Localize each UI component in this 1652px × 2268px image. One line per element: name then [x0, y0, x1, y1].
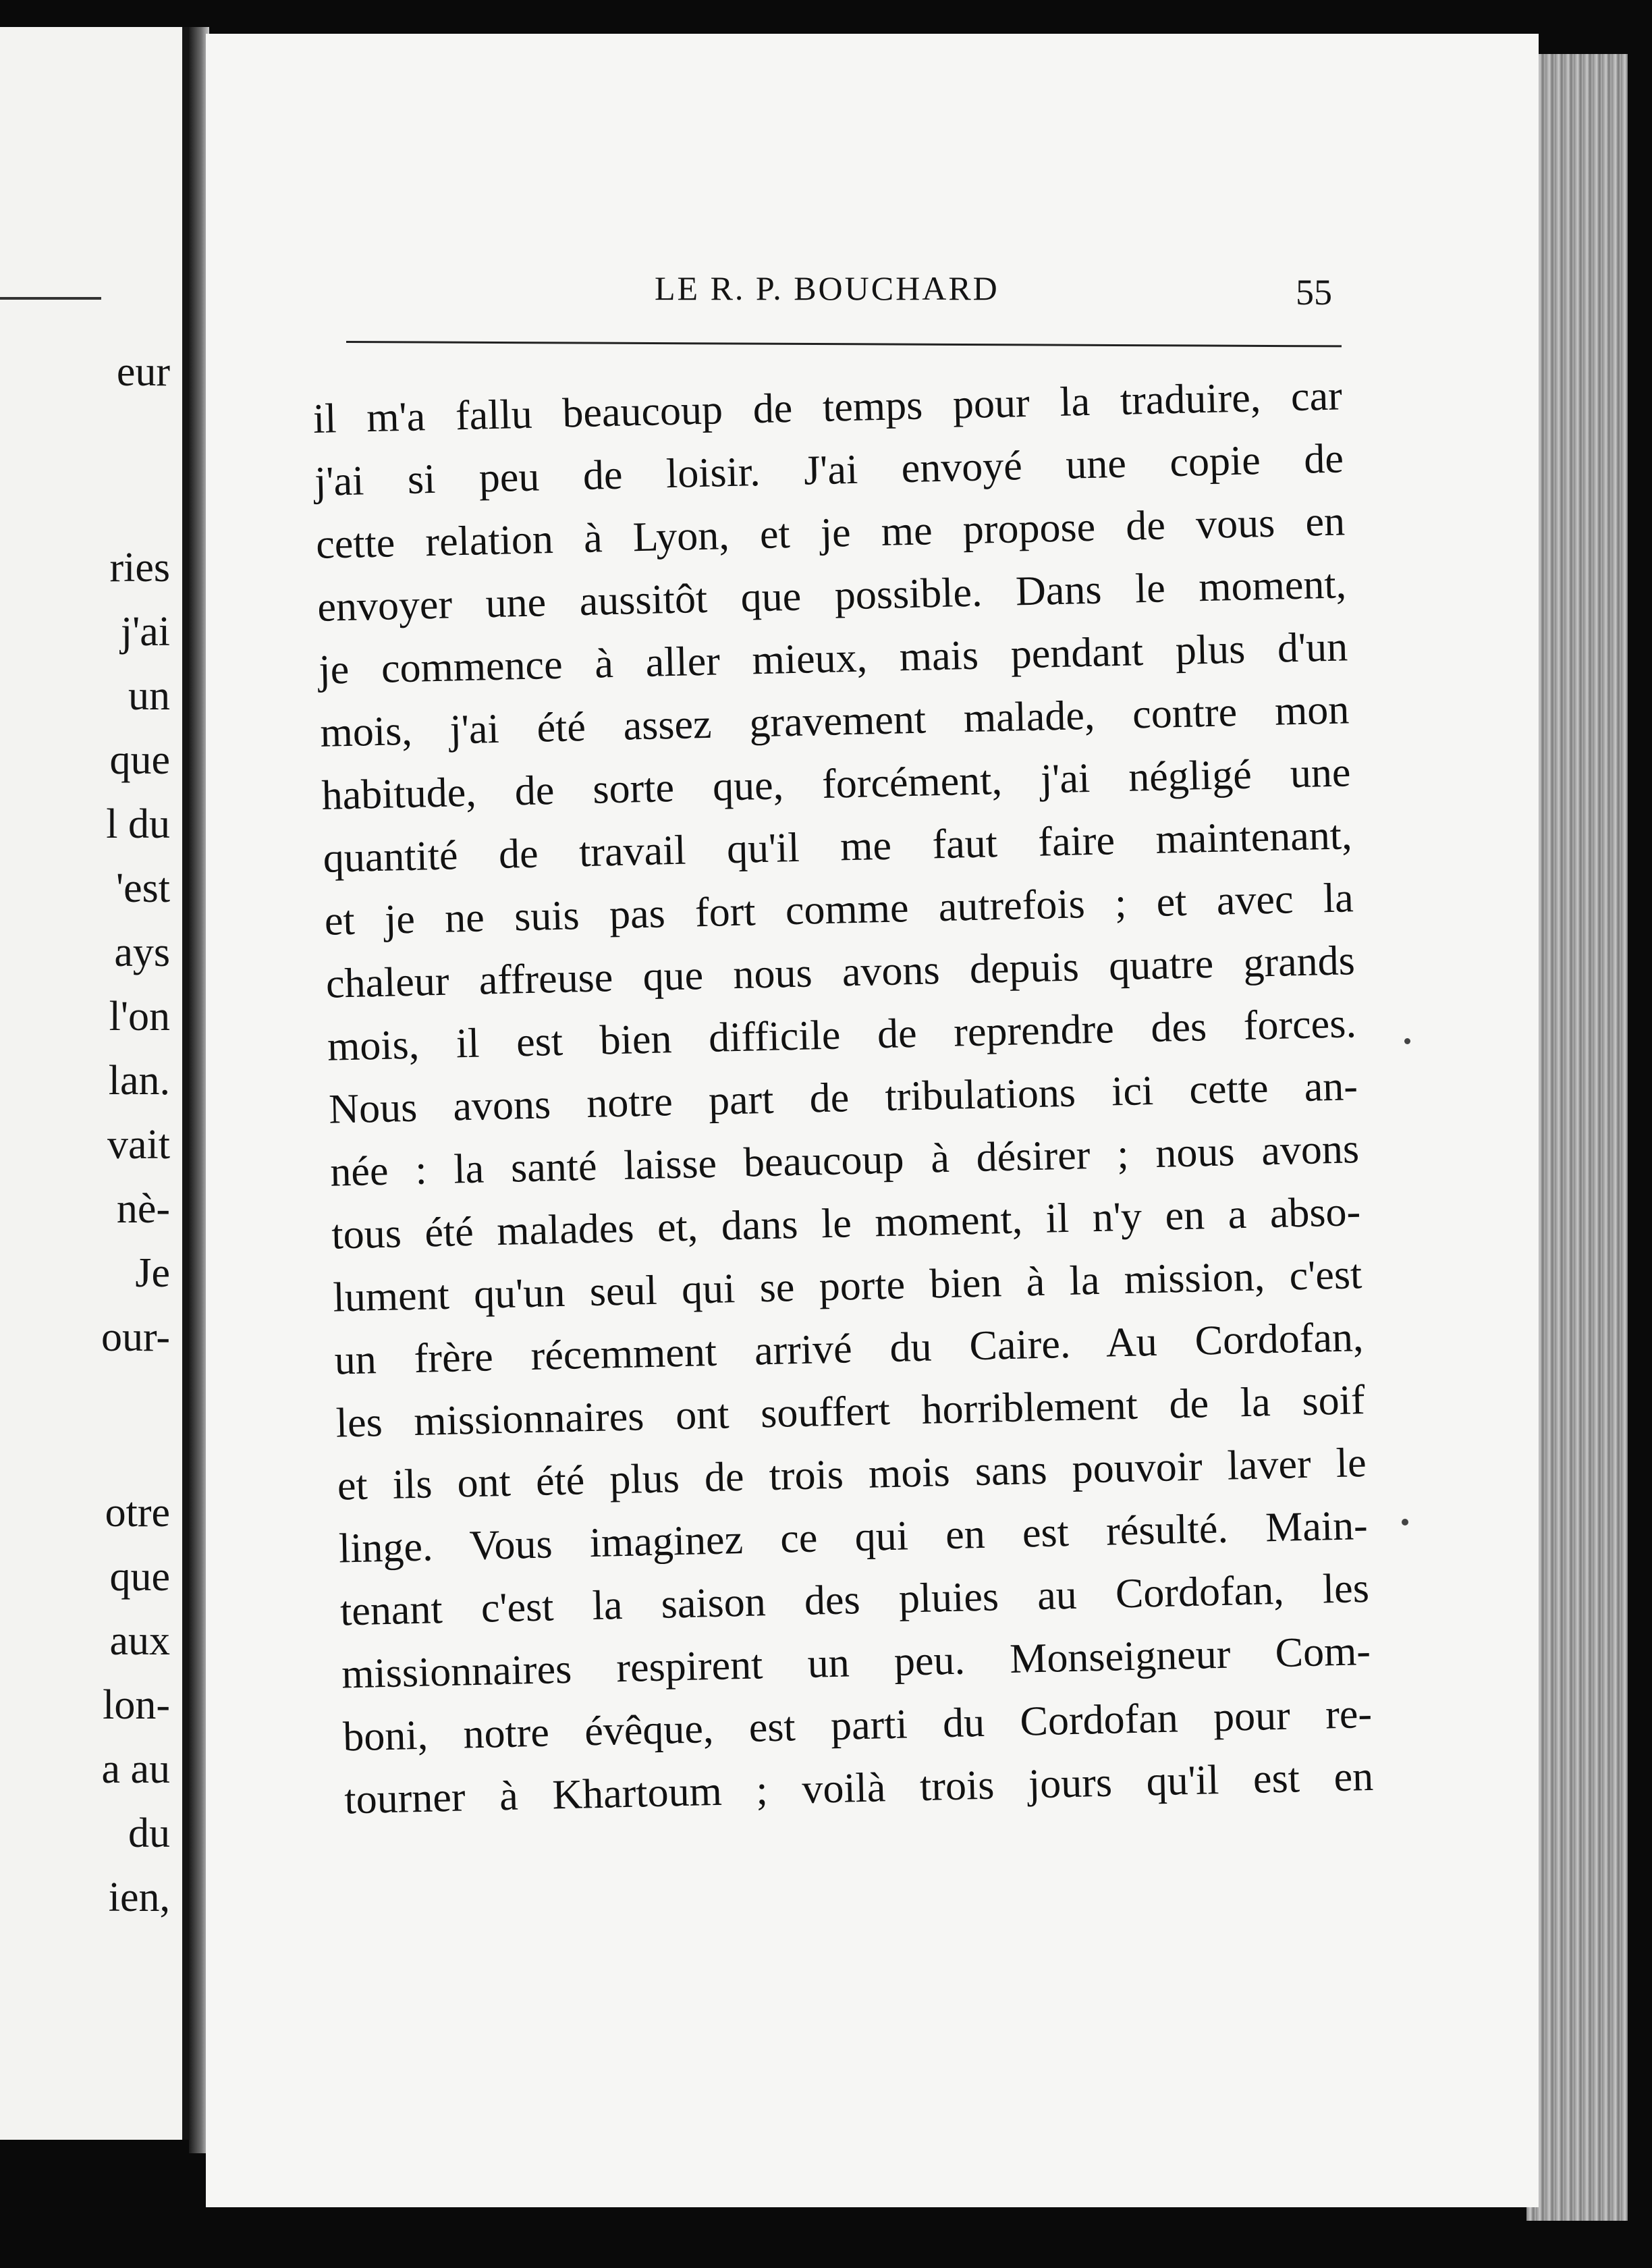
- text-line: j'ai si peu de loisir. J'ai envoyé une copie de: [314, 435, 1344, 505]
- text-line: linge. Vous imaginez ce qui en est résulté. Main-: [338, 1502, 1369, 1572]
- scan-speck: [1402, 1519, 1408, 1526]
- left-page-line: du: [128, 1810, 170, 1856]
- page-edges: [1526, 54, 1628, 2221]
- left-page-line: our-: [101, 1314, 170, 1360]
- left-page-line: l'on: [109, 994, 170, 1040]
- text-line: je commence à aller mieux, mais pendant plus d'un: [318, 624, 1348, 693]
- text-line: et ils ont été plus de trois mois sans pouvoir laver le: [337, 1439, 1367, 1509]
- text-line: un frère récemment arrivé du Caire. Au Cordofan,: [333, 1314, 1365, 1384]
- left-page-rule: [0, 297, 101, 300]
- left-page-line: aux: [109, 1618, 170, 1664]
- left-page-line: eur: [116, 349, 170, 395]
- left-page-line: Je: [135, 1250, 170, 1296]
- left-page-line: a au: [101, 1746, 170, 1792]
- text-line: tenant c'est la saison des pluies au Cordofan, les: [339, 1565, 1370, 1635]
- text-line: chaleur affreuse que nous avons depuis quatre grands: [325, 938, 1356, 1007]
- left-page-line: lan.: [108, 1058, 170, 1104]
- text-line: Nous avons notre part de tribulations ici cette an-: [328, 1063, 1358, 1133]
- text-line: née : la santé laisse beaucoup à désirer ; nous avons: [329, 1126, 1360, 1195]
- left-page-line: ays: [114, 929, 170, 975]
- text-line: boni, notre évêque, est parti du Cordofan pour re-: [342, 1690, 1373, 1760]
- left-facing-page: [0, 27, 189, 2140]
- left-page-line: j'ai: [120, 609, 170, 655]
- text-line: mois, j'ai été assez gravement malade, contre mon: [319, 686, 1350, 756]
- body-text: [312, 364, 1374, 1831]
- text-line: il m'a fallu beaucoup de temps pour la traduire, car: [312, 373, 1343, 442]
- text-line: lument qu'un seul qui se porte bien à la mission, c'est: [332, 1251, 1362, 1321]
- page-number: 55: [1296, 272, 1332, 313]
- text-line: mois, il est bien difficile de reprendre des forces.: [327, 1000, 1357, 1070]
- text-line: les missionnaires ont souffert horriblement de la soif: [335, 1377, 1366, 1447]
- text-line: missionnaires respirent un peu. Monseigneur Com-: [341, 1627, 1371, 1698]
- text-line: tous été malades et, dans le moment, il n'y en a abso-: [331, 1189, 1361, 1258]
- left-page-line: vait: [107, 1122, 170, 1168]
- left-page-line: que: [109, 737, 170, 783]
- left-page-line: otre: [105, 1490, 170, 1536]
- scan-speck: [1404, 1038, 1410, 1044]
- running-head: LE R. P. BOUCHARD: [655, 269, 999, 307]
- left-page-line: un: [128, 673, 170, 719]
- left-page-line: ien,: [108, 1874, 170, 1920]
- left-page-line: 'est: [115, 865, 170, 911]
- left-page-line: nè-: [116, 1186, 170, 1232]
- text-line: envoyer une aussitôt que possible. Dans le moment,: [316, 561, 1347, 630]
- header-rule: [346, 341, 1342, 347]
- text-line: tourner à Khartoum ; voilà trois jours qu'il est en: [343, 1753, 1374, 1823]
- left-page-line: lon-: [103, 1682, 170, 1728]
- text-line: et je ne suis pas fort comme autrefois ; et avec la: [324, 875, 1354, 944]
- text-line: cette relation à Lyon, et je me propose de vous en: [315, 498, 1346, 568]
- left-page-line: ries: [109, 545, 170, 591]
- left-page-line: l du: [106, 801, 170, 847]
- text-line: habitude, de sorte que, forcément, j'ai négligé une: [321, 749, 1352, 819]
- left-page-line: que: [109, 1554, 170, 1600]
- right-page: [206, 34, 1539, 2207]
- text-line: quantité de travail qu'il me faut faire maintenant,: [323, 812, 1353, 882]
